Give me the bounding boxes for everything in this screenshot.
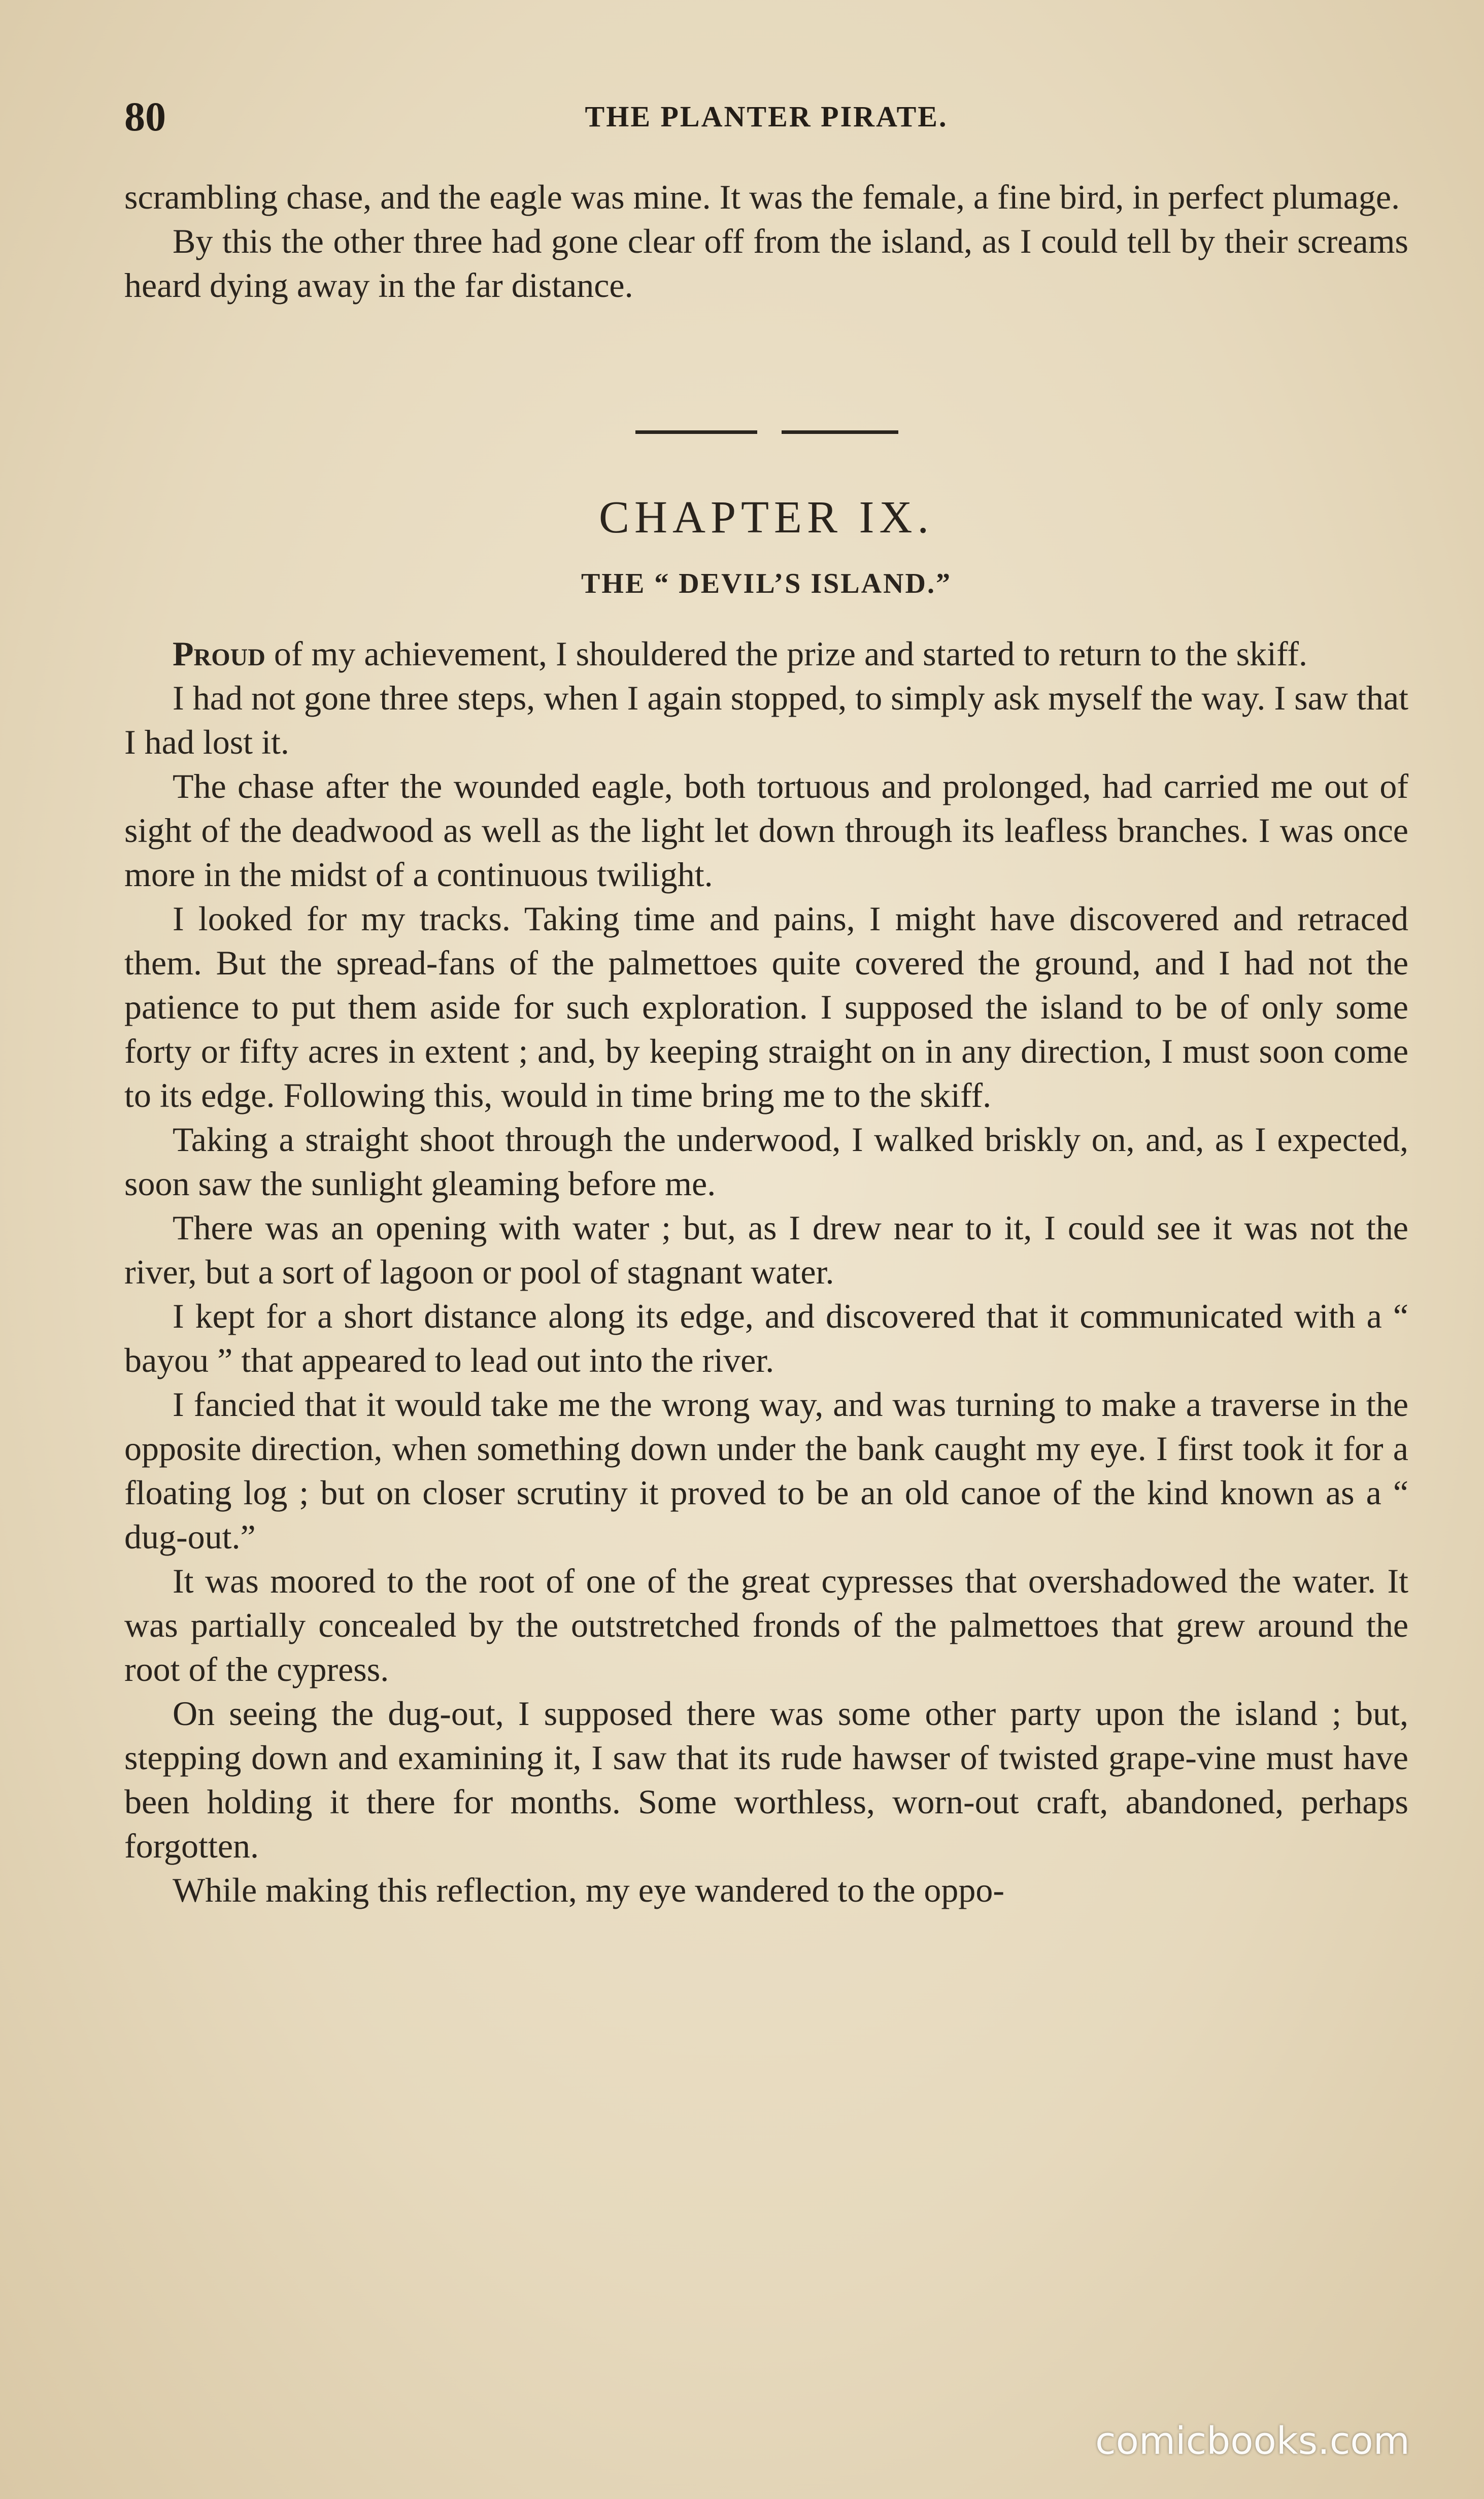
running-title: THE PLANTER PIRATE. <box>585 100 948 133</box>
chapter-heading: CHAPTER IX. <box>598 492 934 543</box>
section-divider-right <box>782 430 898 434</box>
running-head <box>124 89 1408 145</box>
first-paragraph-text: of my achievement, I shouldered the prize and started to return to the skiff. <box>265 634 1308 673</box>
chapter-body <box>124 632 1408 1912</box>
paragraph: The chase after the wounded eagle, both tortuous and prolonged, had carried me out of sight of the deadwood as well as the light let down through its leafless branches. I was once more in the midst of a continuous twilight. <box>124 767 1408 894</box>
continuation-text <box>124 175 1408 308</box>
chapter-title: THE “ DEVIL’S ISLAND.” <box>581 568 952 599</box>
section-divider-left <box>635 430 757 434</box>
continuation-paragraph: scrambling chase, and the eagle was mine. It was the female, a fine bird, in perfect plumage. <box>124 178 1400 216</box>
continuation-paragraph: By this the other three had gone clear off from the island, as I could tell by their screams heard dying away in the far distance. <box>124 222 1408 305</box>
paragraph: There was an opening with water ; but, as I drew near to it, I could see it was not the river, but a sort of lagoon or pool of stagnant water. <box>124 1208 1408 1291</box>
paragraph: I fancied that it would take me the wrong way, and was turning to make a traverse in the opposite direction, when something down under the bank caught my eye. I first took it for a floating log ; but on closer scrutiny it proved to be an old canoe of the kind known as a “ dug-out.” <box>124 1385 1408 1556</box>
paragraph: It was moored to the root of one of the great cypresses that overshadowed the water. It was partially concealed by the outstretched fronds of the palmettoes that grew around the root of the cypress. <box>124 1562 1408 1688</box>
paragraph: I had not gone three steps, when I again stopped, to simply ask myself the way. I saw that I had lost it. <box>124 679 1408 761</box>
paragraph: I kept for a short distance along its edge, and discovered that it communicated with a “ bayou ” that appeared to lead out into the river. <box>124 1297 1408 1379</box>
paragraph: Taking a straight shoot through the underwood, I walked briskly on, and, as I expected, soon saw the sunlight gleaming before me. <box>124 1120 1408 1203</box>
paragraph: I looked for my tracks. Taking time and pains, I might have discovered and retraced them. But the spread-fans of the palmettoes quite covered the ground, and I had not the patience to put them aside for such exploration. I supposed the island to be of only some forty or fifty acres in extent ; and, by keeping straight on in any direction, I must soon come to its edge. Following this, would in time bring me to the skiff. <box>124 899 1408 1115</box>
paragraph: While making this reflection, my eye wandered to the oppo- <box>173 1871 1005 1909</box>
page-number: 80 <box>124 93 166 140</box>
watermark: comicbooks.com <box>1095 2419 1410 2463</box>
first-paragraph <box>124 632 1408 676</box>
paragraph: On seeing the dug-out, I supposed there was some other party upon the island ; but, stepping down and examining it, I saw that its rude hawser of twisted grape-vine must have been holding it there for months. Some worthless, worn-out craft, abandoned, perhaps forgotten. <box>124 1694 1408 1865</box>
lead-word: Proud <box>173 634 265 673</box>
